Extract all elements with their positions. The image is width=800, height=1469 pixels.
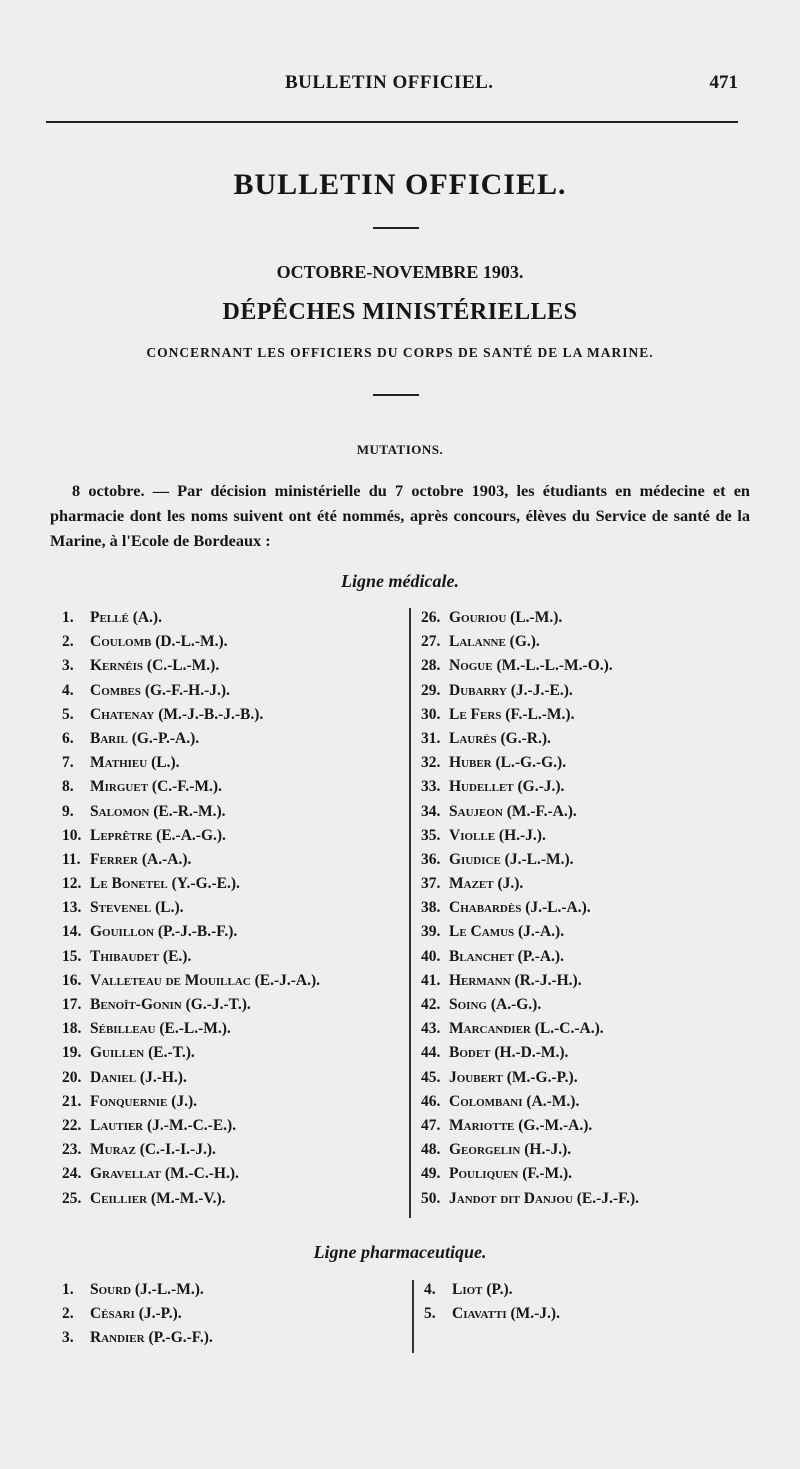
entry-initials: (D.-L.-M.). [151, 633, 228, 651]
entry-name: Mathieu [90, 754, 148, 772]
entry-initials: (E.-J.-F.). [572, 1189, 640, 1207]
entry-name: Marcandier [449, 1020, 531, 1038]
entry-number: 5. [62, 705, 74, 723]
entry-name: Le Camus [449, 923, 515, 941]
medical-list-right [421, 606, 639, 1211]
entry-name: Colombani [449, 1092, 523, 1110]
section-heading: MUTATIONS. [356, 442, 444, 457]
entry-number: 22. [62, 1116, 82, 1134]
list-item [421, 751, 639, 775]
entry-initials: (A.). [128, 609, 162, 626]
entry-number: 45. [421, 1068, 441, 1086]
entry-name: Muraz [90, 1141, 136, 1159]
entry-initials: (E.-J.-A.). [250, 971, 321, 989]
entry-name: Thibaudet [90, 947, 160, 965]
header-rule [46, 121, 738, 123]
entry-initials: (E.-T.). [144, 1044, 195, 1062]
entry-name: Joubert [449, 1068, 503, 1086]
running-header-title: BULLETIN OFFICIEL. [285, 72, 494, 93]
entry-number: 4. [424, 1281, 436, 1298]
entry-number: 28. [421, 657, 441, 675]
entry-number: 12. [62, 875, 82, 893]
entry-number: 35. [421, 826, 441, 844]
entry-initials: (L.). [151, 899, 184, 917]
list-item [421, 1162, 639, 1186]
entry-number: 2. [62, 633, 74, 651]
list-item [424, 1302, 560, 1326]
entry-initials: (H.-J.). [520, 1141, 572, 1159]
list-item [421, 630, 639, 654]
list-item [421, 1187, 639, 1211]
entry-number: 3. [62, 657, 74, 675]
entry-initials: (J.-L.-A.). [521, 899, 591, 917]
list-item [62, 824, 320, 848]
list-item [62, 1326, 213, 1350]
entry-number: 2. [62, 1305, 74, 1323]
date-line: OCTOBRE-NOVEMBRE 1903. [276, 262, 524, 282]
list-item [421, 654, 639, 678]
entry-initials: (E.-A.-G.). [152, 826, 226, 844]
entry-number: 3. [62, 1329, 74, 1347]
list-item [421, 848, 639, 872]
entry-initials: (L.-M.). [506, 609, 563, 626]
entry-name: Lalanne [449, 633, 506, 651]
entry-initials: (F.-L.-M.). [501, 705, 575, 723]
entry-initials: (J.-L.-M.). [500, 850, 574, 868]
entry-initials: (G.). [505, 633, 540, 651]
list-item [62, 969, 320, 993]
entry-name: Randier [90, 1329, 145, 1347]
entry-name: Hermann [449, 971, 511, 989]
list-item [421, 775, 639, 799]
entry-name: Chatenay [90, 705, 155, 723]
entry-number: 10. [62, 826, 82, 844]
entry-name: Blanchet [449, 947, 514, 965]
entry-initials: (J.). [167, 1092, 198, 1110]
entry-initials: (J.). [493, 875, 524, 893]
list-item [62, 1017, 320, 1041]
entry-initials: (J.-P.). [134, 1305, 182, 1323]
list-item [421, 727, 639, 751]
entry-name: Coulomb [90, 633, 152, 651]
entry-initials: (J.-L.-M.). [131, 1281, 204, 1298]
entry-name: Nogue [449, 657, 493, 675]
entry-number: 13. [62, 899, 82, 917]
entry-number: 19. [62, 1044, 82, 1062]
entry-initials: (L.-G.-G.). [491, 754, 567, 772]
entry-initials: (C.-F.-M.). [148, 778, 222, 796]
medical-line-heading: Ligne médicale. [341, 571, 459, 591]
list-item [62, 727, 320, 751]
list-item [62, 751, 320, 775]
entry-initials: (G.-J.). [513, 778, 565, 796]
entry-name: Laurès [449, 729, 497, 747]
decision-paragraph: 8 octobre. — Par décision ministérielle du 7 octobre 1903, les étudiants en médecine et en pharmacie dont les noms suivent ont été nommés, après concours, élèves du Service de santé de la Marine, à l'Ecole de Bordeaux : [50, 481, 750, 550]
entry-name: Valleteau de Mouillac [90, 971, 251, 989]
entry-number: 17. [62, 996, 82, 1013]
entry-number: 15. [62, 947, 82, 965]
list-item [62, 993, 320, 1017]
list-item [62, 1114, 320, 1138]
list-item [421, 1017, 639, 1041]
entry-initials: (P.). [482, 1281, 513, 1298]
entry-number: 41. [421, 971, 441, 989]
entry-number: 27. [421, 633, 441, 651]
entry-initials: (E.). [159, 947, 192, 965]
entry-number: 1. [62, 1281, 74, 1298]
entry-name: Baril [90, 729, 128, 747]
entry-number: 49. [421, 1165, 441, 1183]
entry-initials: (H.-D.-M.). [490, 1044, 569, 1062]
entry-number: 47. [421, 1116, 441, 1134]
entry-number: 50. [421, 1189, 441, 1207]
list-item [421, 1041, 639, 1065]
entry-initials: (R.-J.-H.). [510, 971, 582, 989]
entry-number: 26. [421, 609, 441, 626]
list-item [421, 1066, 639, 1090]
list-item [421, 703, 639, 727]
entry-name: Kernéis [90, 657, 144, 675]
entry-initials: (G.-R.). [496, 729, 551, 747]
entry-name: Benoît-Gonin [90, 996, 182, 1013]
list-item [62, 1162, 320, 1186]
entry-initials: (P.-J.-B.-F.). [154, 923, 238, 941]
list-item [62, 945, 320, 969]
page-title: BULLETIN OFFICIEL. [233, 168, 567, 201]
entry-name: Mazet [449, 875, 494, 893]
entry-number: 21. [62, 1092, 82, 1110]
list-item [421, 606, 639, 630]
entry-number: 1. [62, 609, 74, 626]
entry-number: 42. [421, 996, 441, 1013]
entry-number: 11. [62, 850, 81, 868]
entry-initials: (A.-M.). [522, 1092, 580, 1110]
entry-initials: (A.-A.). [137, 850, 192, 868]
list-item [62, 848, 320, 872]
entry-initials: (C.-I.-I.-J.). [135, 1141, 216, 1159]
entry-number: 16. [62, 971, 82, 989]
list-item [62, 896, 320, 920]
entry-number: 43. [421, 1020, 441, 1038]
list-item [62, 606, 320, 630]
entry-name: Combes [90, 681, 141, 699]
list-item [421, 872, 639, 896]
entry-name: Violle [449, 826, 496, 844]
list-item [62, 1066, 320, 1090]
entry-name: Mirguet [90, 778, 149, 796]
entry-name: Leprêtre [90, 826, 153, 844]
pharmaceutical-list-right [424, 1278, 560, 1326]
pharmaceutical-list-left [62, 1278, 213, 1351]
entry-initials: (J.-H.). [136, 1068, 187, 1086]
list-item [62, 703, 320, 727]
entry-initials: (L.). [147, 754, 180, 772]
entry-number: 44. [421, 1044, 441, 1062]
entry-name: Le Fers [449, 705, 502, 723]
entry-number: 37. [421, 875, 441, 893]
entry-number: 33. [421, 778, 441, 796]
entry-initials: (M.-G.-P.). [502, 1068, 578, 1086]
entry-number: 20. [62, 1068, 82, 1086]
entry-number: 40. [421, 947, 441, 965]
section-divider [373, 394, 419, 396]
entry-name: Daniel [90, 1068, 137, 1086]
entry-initials: (M.-M.-V.). [147, 1189, 226, 1207]
list-item [62, 1041, 320, 1065]
list-item [421, 969, 639, 993]
entry-name: Guillen [90, 1044, 145, 1062]
entry-initials: (G.-J.-T.). [181, 996, 251, 1013]
list-item [62, 920, 320, 944]
entry-initials: (C.-L.-M.). [143, 657, 220, 675]
entry-initials: (M.-J.). [506, 1305, 560, 1323]
list-item [421, 1114, 639, 1138]
running-header [40, 72, 740, 102]
entry-number: 30. [421, 705, 441, 723]
list-item [421, 896, 639, 920]
entry-name: Huber [449, 754, 492, 772]
entry-name: Fonquernie [90, 1092, 168, 1110]
entry-number: 32. [421, 754, 441, 772]
entry-initials: (G.-P.-A.). [127, 729, 200, 747]
entry-name: Soing [449, 996, 487, 1013]
entry-number: 34. [421, 802, 441, 820]
entry-initials: (M.-C.-H.). [160, 1165, 239, 1183]
entry-number: 4. [62, 681, 74, 699]
entry-number: 48. [421, 1141, 441, 1159]
entry-number: 9. [62, 802, 74, 820]
entry-name: Gouriou [449, 609, 507, 626]
list-item [62, 654, 320, 678]
entry-name: Le Bonetel [90, 875, 168, 893]
column-divider [412, 1280, 414, 1353]
entry-initials: (G.-F.-H.-J.). [140, 681, 230, 699]
entry-initials: (G.-M.-A.). [514, 1116, 593, 1134]
list-item [62, 679, 320, 703]
list-item [62, 1187, 320, 1211]
list-item [421, 1138, 639, 1162]
list-item [62, 775, 320, 799]
entry-name: Stevenel [90, 899, 152, 917]
entry-initials: (Y.-G.-E.). [167, 875, 240, 893]
entry-number: 7. [62, 754, 74, 772]
list-item [421, 945, 639, 969]
entry-initials: (H.-J.). [495, 826, 546, 844]
entry-number: 5. [424, 1305, 436, 1323]
list-item [62, 1138, 320, 1162]
medical-list-left [62, 606, 320, 1211]
entry-number: 29. [421, 681, 441, 699]
entry-number: 31. [421, 729, 441, 747]
entry-name: Saujeon [449, 802, 503, 820]
dispatch-subheading: CONCERNANT LES OFFICIERS DU CORPS DE SANTÉ DE LA MARINE. [146, 345, 654, 360]
entry-name: Ciavatti [452, 1305, 507, 1323]
entry-name: Sébilleau [90, 1020, 156, 1038]
entry-name: Gouillon [90, 923, 155, 941]
entry-initials: (J.-J.-E.). [506, 681, 573, 699]
entry-initials: (P.-G.-F.). [144, 1329, 213, 1347]
dispatch-heading: DÉPÊCHES MINISTÉRIELLES [222, 299, 578, 325]
entry-name: Gravellat [90, 1165, 161, 1183]
entry-initials: (M.-F.-A.). [502, 802, 577, 820]
entry-name: Sourd [90, 1281, 132, 1298]
entry-initials: (F.-M.). [518, 1165, 573, 1183]
entry-number: 6. [62, 729, 74, 747]
entry-initials: (J.-M.-C.-E.). [143, 1116, 237, 1134]
entry-number: 18. [62, 1020, 82, 1038]
entry-number: 25. [62, 1189, 82, 1207]
list-item [421, 679, 639, 703]
entry-name: Hudellet [449, 778, 514, 796]
entry-number: 46. [421, 1092, 441, 1110]
entry-number: 24. [62, 1165, 82, 1183]
entry-name: Ferrer [90, 850, 138, 868]
entry-number: 14. [62, 923, 82, 941]
entry-name: Bodet [449, 1044, 491, 1062]
entry-initials: (E.-R.-M.). [149, 802, 226, 820]
list-item [62, 630, 320, 654]
entry-number: 39. [421, 923, 441, 941]
entry-number: 8. [62, 778, 74, 796]
title-divider [373, 227, 419, 229]
list-item [62, 1278, 213, 1302]
list-item [424, 1278, 560, 1302]
page-number: 471 [709, 72, 738, 93]
list-item [62, 1090, 320, 1114]
entry-number: 36. [421, 850, 441, 868]
list-item [421, 920, 639, 944]
pharmaceutical-line-heading: Ligne pharmaceutique. [313, 1242, 487, 1262]
entry-name: Georgelin [449, 1141, 521, 1159]
entry-initials: (M.-L.-L.-M.-O.). [492, 657, 613, 675]
entry-number: 23. [62, 1141, 82, 1159]
entry-name: Liot [452, 1281, 483, 1298]
list-item [421, 993, 639, 1017]
column-divider [409, 608, 411, 1218]
entry-initials: (A.-G.). [486, 996, 542, 1013]
entry-initials: (M.-J.-B.-J.-B.). [154, 705, 264, 723]
list-item [421, 824, 639, 848]
entry-initials: (L.-C.-A.). [530, 1020, 604, 1038]
list-item [62, 800, 320, 824]
list-item [62, 872, 320, 896]
entry-initials: (E.-L.-M.). [155, 1020, 231, 1038]
entry-name: Lautier [90, 1116, 144, 1134]
list-item [62, 1302, 213, 1326]
entry-name: Pellé [90, 609, 129, 626]
entry-initials: (J.-A.). [514, 923, 565, 941]
entry-name: Césari [90, 1305, 135, 1323]
entry-name: Salomon [90, 802, 150, 820]
list-item [421, 800, 639, 824]
entry-name: Dubarry [449, 681, 507, 699]
entry-number: 38. [421, 899, 441, 917]
entry-name: Ceillier [90, 1189, 148, 1207]
entry-name: Jandot dit Danjou [449, 1189, 573, 1207]
entry-initials: (P.-A.). [513, 947, 564, 965]
entry-name: Mariotte [449, 1116, 515, 1134]
entry-name: Giudice [449, 850, 501, 868]
list-item [421, 1090, 639, 1114]
entry-name: Pouliquen [449, 1165, 519, 1183]
entry-name: Chabardès [449, 899, 522, 917]
